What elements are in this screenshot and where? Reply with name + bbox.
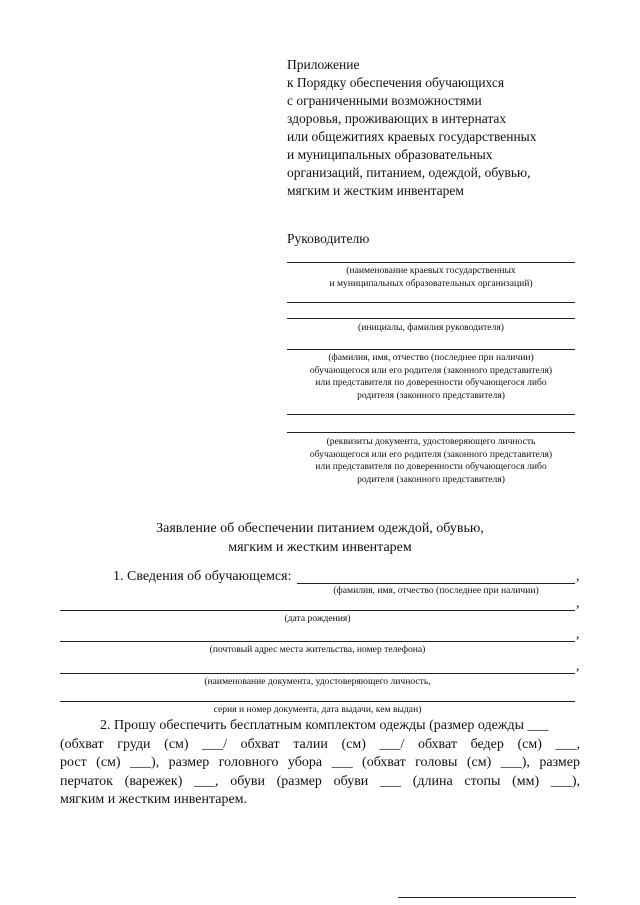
applicant-line[interactable] xyxy=(287,349,575,350)
comma: , xyxy=(576,569,580,584)
student-document-details-line[interactable] xyxy=(60,701,575,702)
head-caption: (инициалы, фамилия руководителя) xyxy=(358,322,504,333)
address-line[interactable] xyxy=(60,641,575,642)
document-line-2[interactable] xyxy=(287,432,575,433)
org-caption: (наименование краевых государственных и муниципальных образовательных организаций) xyxy=(329,265,533,289)
applicant-caption: (фамилия, имя, отчество (последнее при наличии) обучающегося или его родителя (законного представителя) или представителя по доверенности обучающегося либо родителя (законного представителя) xyxy=(309,352,553,401)
appendix-line: к Порядку обеспечения обучающихся xyxy=(287,75,505,90)
signature-line[interactable] xyxy=(398,897,576,898)
appendix-line: здоровья, проживающих в интернатах xyxy=(287,111,507,126)
appendix-line: с ограниченными возможностями xyxy=(287,93,482,108)
document-type-caption: (наименование документа, удостоверяющего личность, xyxy=(204,676,431,687)
appendix-line: или общежитиях краевых государственных xyxy=(287,129,537,144)
statement-title: Заявление об обеспечении питанием одеждой, обувью, мягким и жестким инвентарем xyxy=(156,521,484,555)
document-line[interactable] xyxy=(287,414,575,415)
org-name-line-2[interactable] xyxy=(287,302,575,303)
appendix-heading xyxy=(287,56,537,200)
section2-line: мягким и жестким инвентарем. xyxy=(60,792,248,808)
comma: , xyxy=(576,596,580,611)
head-name-line[interactable] xyxy=(287,318,575,319)
comma: , xyxy=(576,627,580,642)
document-details-caption: серия и номер документа, дата выдачи, кем выдан) xyxy=(213,704,422,715)
birth-caption: (дата рождения) xyxy=(284,613,351,624)
address-caption: (почтовый адрес места жительства, номер телефона) xyxy=(209,644,426,655)
comma: , xyxy=(576,659,580,674)
appendix-line: Приложение xyxy=(287,57,360,72)
section2-line: 2. Прошу обеспечить бесплатным комплектом одежды (размер одежды ___ xyxy=(100,718,549,733)
appendix-line: организаций, питанием, одеждой, обувью, xyxy=(287,165,531,180)
appendix-line: мягким и жестким инвентарем xyxy=(287,183,464,198)
document-caption: (реквизиты документа, удостоверяющего личность обучающегося или его родителя (законного представителя) или представителя по доверенности обучающегося либо родителя (законного представителя) xyxy=(309,436,553,485)
section2-line: рост (см) ___), размер головного убора ___ (обхват головы (см) ___), размер xyxy=(60,755,580,771)
appendix-line: и муниципальных образовательных xyxy=(287,147,493,162)
section2-line: перчаток (варежек) ___, обуви (размер обуви ___ (длина стопы (мм) ___), xyxy=(60,773,580,789)
section1-label: 1. Сведения об обучающемся: xyxy=(113,569,292,584)
student-fio-line[interactable] xyxy=(297,583,575,584)
section2-line: (обхват груди (см) ___/ обхват талии (см) ___/ обхват бедер (см) ___, xyxy=(60,736,580,752)
birth-date-line[interactable] xyxy=(60,610,575,611)
student-document-line[interactable] xyxy=(60,673,575,674)
section2-paragraph xyxy=(60,717,580,810)
fio-caption: (фамилия, имя, отчество (последнее при наличии) xyxy=(333,585,539,596)
org-name-line[interactable] xyxy=(287,262,575,263)
addressee-title: Руководителю xyxy=(287,231,370,246)
